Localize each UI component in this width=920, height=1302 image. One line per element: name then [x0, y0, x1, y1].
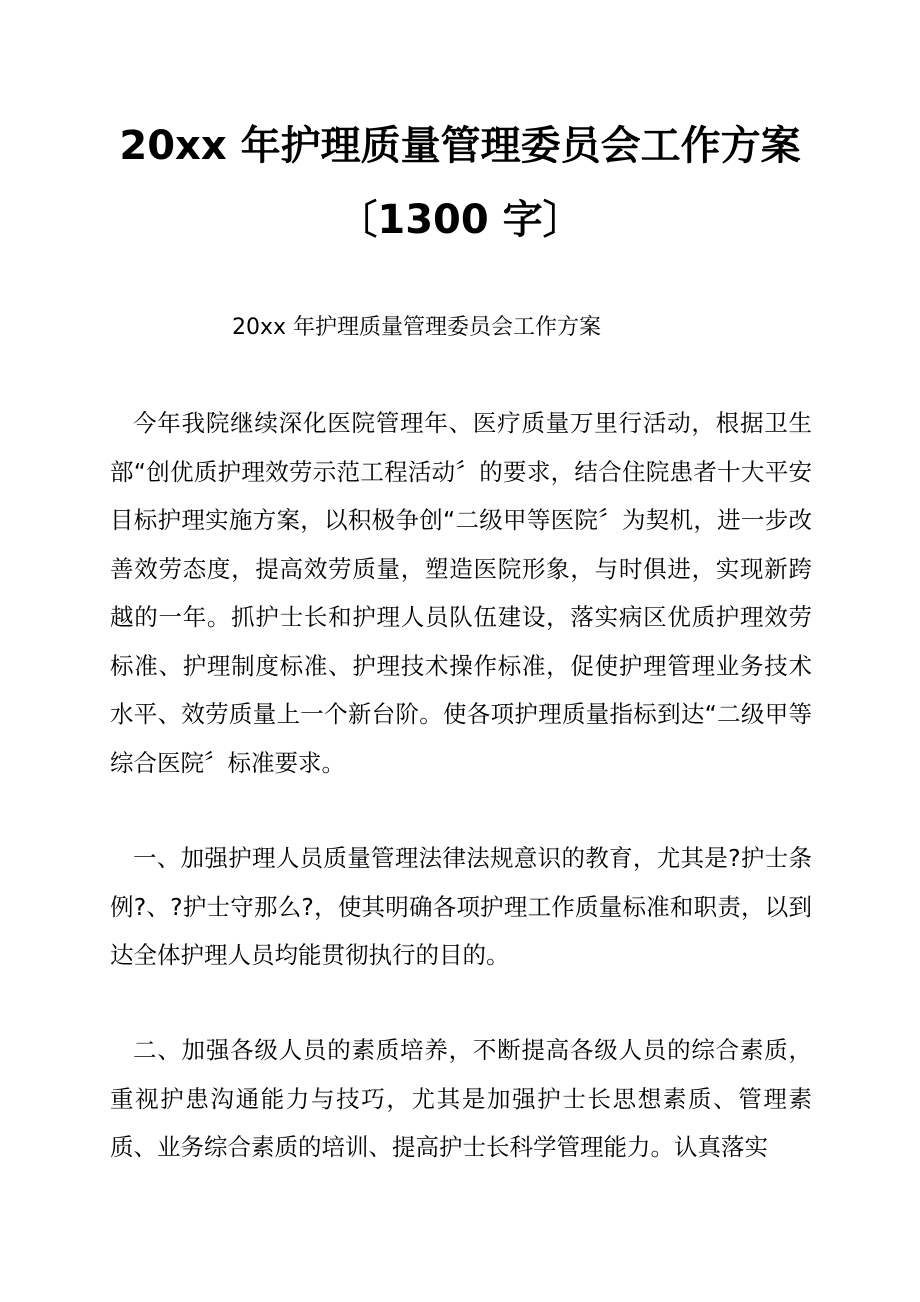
paragraph-item-1: 一、加强护理人员质量管理法律法规意识的教育，尤其是?护士条例?、?护士守那么?，使其明确各项护理工作质量标准和职责，以到达全体护理人员均能贯彻执行的目的。: [110, 844, 812, 969]
document-title: 20xx 年护理质量管理委员会工作方案: [119, 123, 801, 169]
paragraph-item-2: 二、加强各级人员的素质培养，不断提高各级人员的综合素质，重视护患沟通能力与技巧，尤其是加强护士长思想素质、管理素质、业务综合素质的培训、提高护士长科学管理能力。认真落实: [110, 1036, 812, 1161]
document-subtitle: 20xx 年护理质量管理委员会工作方案: [232, 315, 602, 340]
paragraph-intro: 今年我院继续深化医院管理年、医疗质量万里行活动，根据卫生部“创优质护理效劳示范工程活动〞的要求，结合住院患者十大平安目标护理实施方案，以积极争创“二级甲等医院〞为契机，进一步改善效劳态度，提高效劳质量，塑造医院形象，与时俱进，实现新跨越的一年。抓护士长和护理人员队伍建设，落实病区优质护理效劳标准、护理制度标准、护理技术操作标准，促使护理管理业务技术水平、效劳质量上一个新台阶。使各项护理质量指标到达“二级甲等综合医院〞标准要求。: [110, 409, 812, 777]
document-title-word-count: 〔1300 字〕: [337, 197, 583, 243]
